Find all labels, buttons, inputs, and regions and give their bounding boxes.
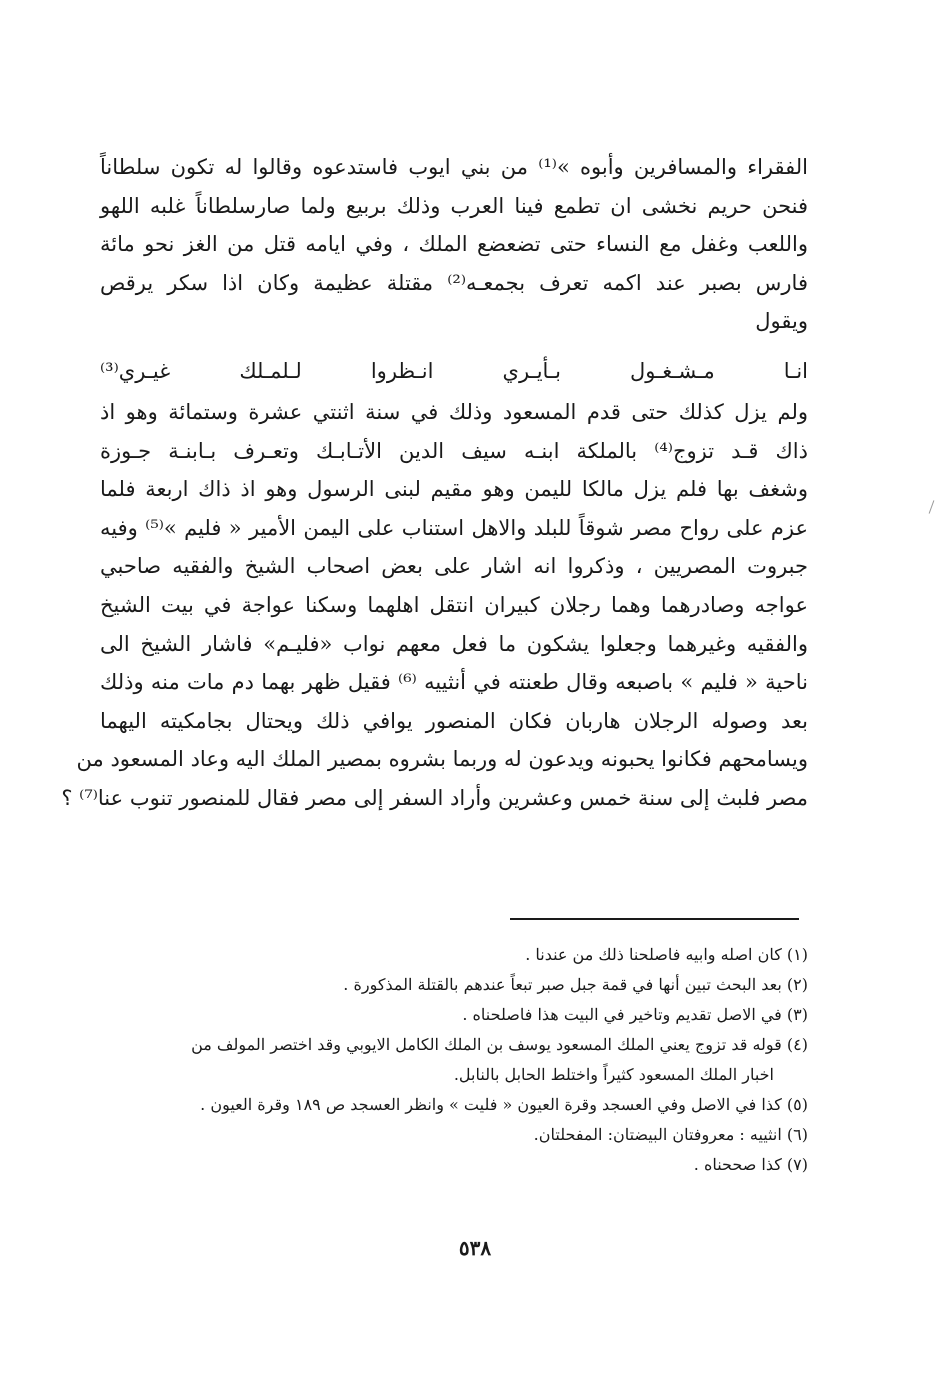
text-line: بعد وصوله الرجلان هاربان فكان المنصور يوافي ذلك ويحتال بجامكيته اليهما xyxy=(100,708,808,733)
page-number: ٥٣٨ xyxy=(458,1236,492,1260)
text-line: الفقراء والمسافرين وأبوه »⁽¹⁾ من بني ايوب فاستدعوه وقالوا له تكون سلطاناً xyxy=(100,155,808,179)
text-line: والفقيه وغيرهما وجعلوا يشكون ما فعل معهم نواب «فليـم» فاشار الشيخ الى xyxy=(100,631,808,656)
text-line: فارس بصبر عند اكمه تعرف بجمعـه⁽²⁾ مقتلة عظيمة وكان اذا سكر يرقص xyxy=(100,270,808,295)
verse-line: انـا مـشـغـول بـأيـري انـظروا لـلمـلك غيـري⁽³⁾ xyxy=(100,358,808,383)
text-line: ولم يزل كذلك حتى قدم المسعود وذلك في سنة اثنتي عشرة وستمائة وهو اذ xyxy=(100,399,808,424)
text-line: ويقول xyxy=(755,309,808,334)
footnote-1: (١) كان اصله وابيه فاصلحنا ذلك من عندنا . xyxy=(525,945,808,964)
footnote-2: (٢) بعد البحث تبين أنها في قمة جبل صبر تبعاً عندهم بالقتلة المذكورة . xyxy=(343,975,808,994)
footnote-7: (٧) كذا صححناه . xyxy=(693,1155,808,1174)
text-line: ناحية « فليم » باصبعه وقال طعنته في أنثييه ⁽⁶⁾ فقيل ظهر بهما دم مات منه وذلك xyxy=(100,670,808,695)
footnotes xyxy=(100,940,808,1180)
text-line: واللعب وغفل مع النساء حتى تضعضع الملك ، وفي ايامه قتل من الغز نحو مائة xyxy=(100,232,808,257)
footnote-separator xyxy=(510,918,799,920)
text-line: ذاك قـد تزوج⁽⁴⁾ بالملكة ابنـه سيف الدين الأتـابـك وتعـرف بـابنـة جـوزة xyxy=(100,438,808,463)
margin-mark xyxy=(929,500,935,513)
text-line: عزم على رواح مصر شوقاً للبلد والاهل استناب على اليمن الأمير « فليم »⁽⁵⁾ وفيه xyxy=(100,515,809,540)
main-text xyxy=(61,148,809,818)
text-line: مصر فلبث إلى سنة خمس وعشرين وأراد السفر إلى مصر فقال للمنصور تنوب عنا⁽⁷⁾ ؟ xyxy=(61,785,808,810)
footnote-3: (٣) في الاصل تقديم وتاخير في البيت هذا فاصلحناه . xyxy=(462,1005,808,1024)
footnote-6: (٦) انثييه : معروفتان البيضتان: المفحلتان. xyxy=(533,1125,808,1144)
text-line: جبروت المصريين ، وذكروا انه اشار على بعض اصحاب الشيخ والفقيه صاحبي xyxy=(100,554,808,579)
text-line: ويسامحهم فكانوا يحبونه ويدعون له وربما بشروه بمصير الملك اليه وعاد المسعود من xyxy=(76,747,808,772)
footnote-4-continued: اخبار الملك المسعود كثيراً واختلط الحابل بالنابل. xyxy=(453,1065,774,1084)
text-line: وشغف بها فلم يزل مالكا لليمن وهو مقيم لبنى الرسول وهو اذ ذاك اربعة فلما xyxy=(100,477,808,502)
footnote-4: (٤) قوله قد تزوج يعني الملك المسعود يوسف بن الملك الكامل الايوبي وقد اختصر المولف من xyxy=(191,1035,808,1054)
footnote-5: (٥) كذا في الاصل وفي العسجد وقرة العيون « فليت » وانظر العسجد ص ١٨٩ وقرة العيون . xyxy=(200,1095,808,1114)
text-line: فنحن حريم نخشى ان تطمع فينا العرب وذلك بربيع ولما صارسلطاناً غلبه اللهو xyxy=(100,193,808,218)
text-line: عواجه وصادرهما وهما رجلان كبيران انتقل اهلهما وسكنا عواجة في بيت الشيخ xyxy=(100,592,808,617)
